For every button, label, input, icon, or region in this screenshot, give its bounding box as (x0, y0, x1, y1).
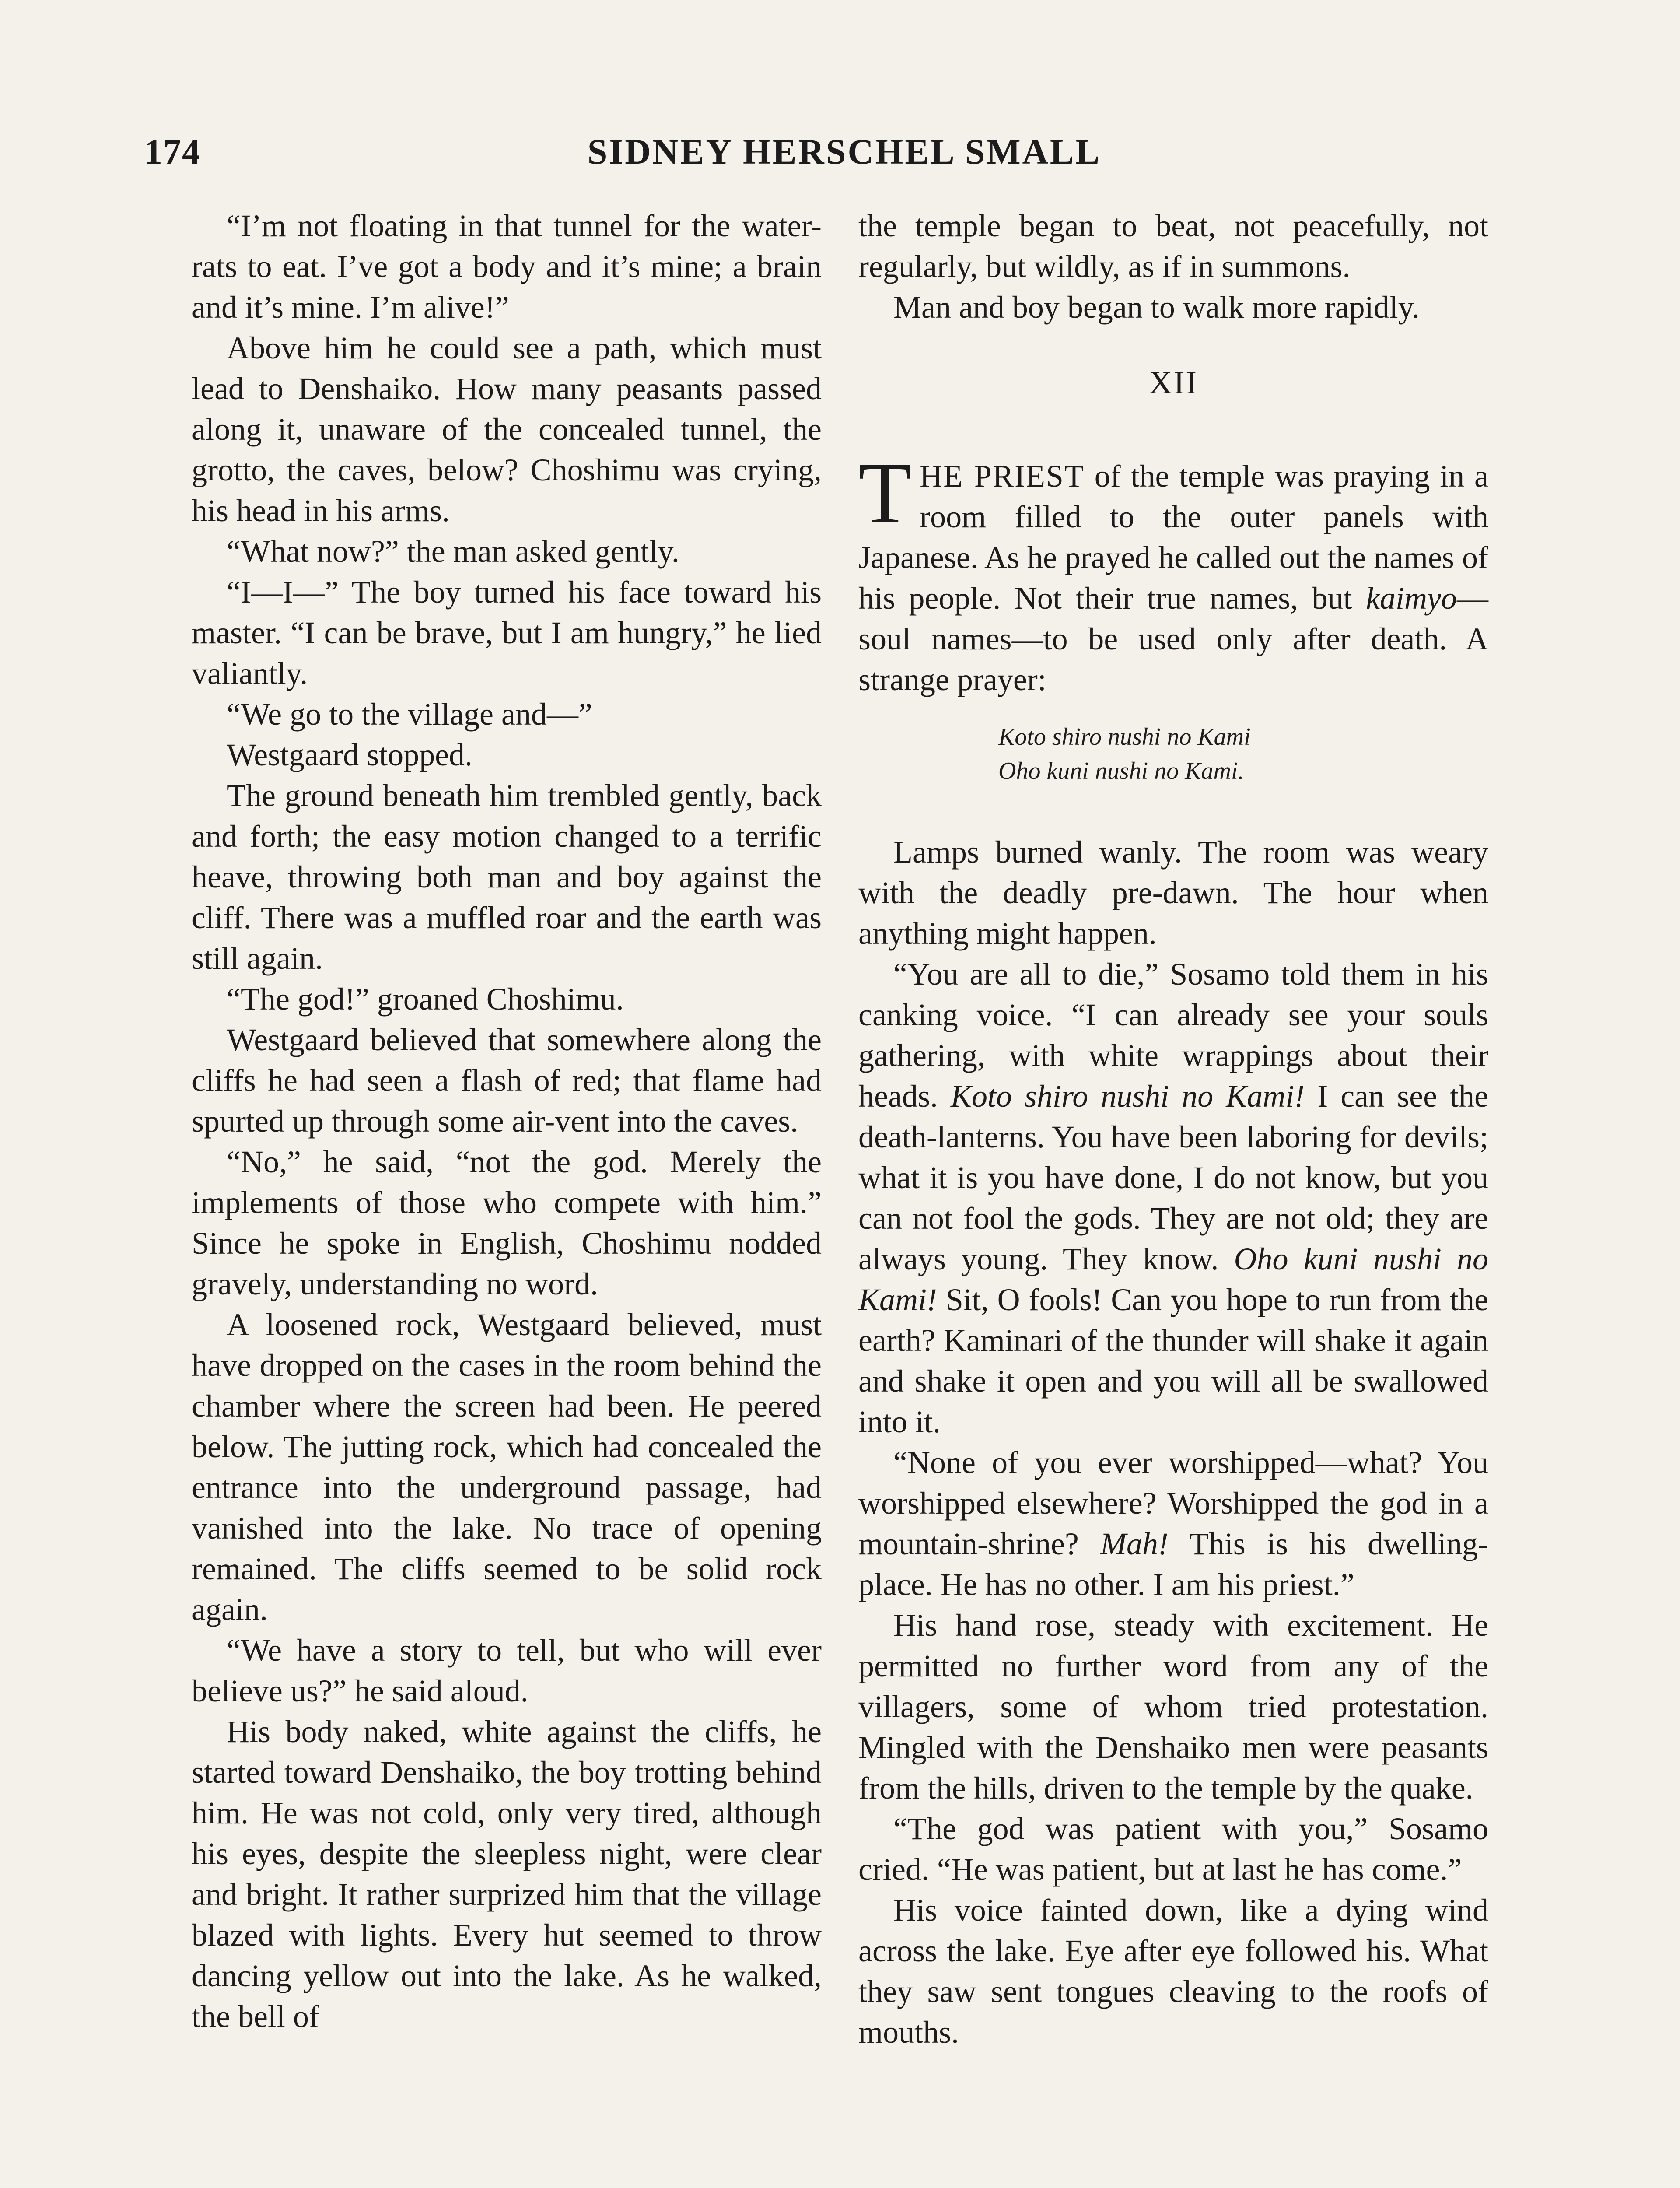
text-run: Sit, O fools! Can you hope to run from the earth? Kaminari of the thunder will shake it again and shake it open and you will all be swallowed into it. (858, 1282, 1488, 1439)
paragraph: “I—I—” The boy turned his face toward his master. “I can be brave, but I am hungry,” he lied valiantly. (192, 575, 822, 691)
verse-line: Koto shiro nushi no Kami (998, 723, 1251, 750)
text-run: “None of you ever worshipped—what? You worshipped elsewhere? Worshipped the god in a mountain-shrine? (858, 1445, 1488, 1561)
verse-block (858, 720, 1488, 788)
verse-line: Oho kuni nushi no Kami. (998, 757, 1244, 785)
text-run: I can see the death-lanterns. You have been laboring for devils; what it is you have done, I do not know, but you can not fool the gods. They are not old; they are always young. They know. (858, 1079, 1488, 1276)
italic-phrase: Koto shiro nushi no Kami! (950, 1079, 1305, 1114)
paragraph: The ground beneath him trembled gently, back and forth; the easy motion changed to a terrific heave, throwing both man and boy against the cliff. There was a muffled roar and the earth was still again. (192, 778, 822, 976)
paragraph: “No,” he said, “not the god. Merely the implements of those who compete with him.” Since he spoke in English, Choshimu nodded gravely, understanding no word. (192, 1144, 822, 1301)
running-head: SIDNEY HERSCHEL SMALL (587, 132, 1102, 172)
paragraph (858, 1442, 1488, 1605)
drop-cap: T (858, 445, 912, 542)
text-run: “You are all to die,” Sosamo told them in his canking voice. “I can already see your souls gathering, with white wrappings about their heads. (858, 957, 1488, 1114)
opening-small-caps: HE PRIEST (920, 459, 1085, 494)
paragraph: “We go to the village and—” (227, 697, 592, 732)
paragraph: “We have a story to tell, but who will ever believe us?” he said aloud. (192, 1633, 822, 1708)
paragraph: “The god!” groaned Choshimu. (227, 982, 624, 1017)
page-number: 174 (144, 132, 201, 172)
chapter-heading: XII (1149, 365, 1198, 401)
italic-phrase: Oho kuni nushi no Kami! (858, 1241, 1489, 1317)
right-column (858, 206, 1488, 2053)
paragraph: His hand rose, steady with excitement. He permitted no further word from any of the villagers, some of whom tried protestation. Mingled with the Denshaiko men were peasants from the hills, driven to the temple by the quake. (858, 1608, 1488, 1806)
text-run: This is his dwelling-place. He has no other. I am his priest.” (858, 1526, 1489, 1602)
paragraph: Lamps burned wanly. The room was weary with the deadly pre-dawn. The hour when anything might happen. (858, 835, 1488, 951)
italic-term: kaimyo (1366, 581, 1457, 616)
paragraph: His body naked, white against the cliffs, he started toward Denshaiko, the boy trotting behind him. He was not cold, only very tired, although his eyes, despite the sleepless night, were clear and bright. It rather surprized him that the village blazed with lights. Every hut seemed to throw dancing yellow out into the lake. As he walked, the bell of (192, 1714, 822, 2034)
paragraph: “The god was patient with you,” Sosamo cried. “He was patient, but at last he has come.” (858, 1811, 1488, 1887)
italic-phrase: Mah! (1100, 1526, 1169, 1561)
paragraph: Above him he could see a path, which must lead to Denshaiko. How many peasants passed along it, unaware of the concealed tunnel, the grotto, the caves, below? Choshimu was crying, his head in his arms. (192, 330, 822, 528)
chapter-opening-paragraph (858, 445, 1488, 700)
left-column (192, 206, 822, 2037)
paragraph: Man and boy began to walk more rapidly. (893, 290, 1420, 325)
paragraph (858, 954, 1488, 1442)
page-header (144, 123, 1544, 184)
paragraph-continuation: the temple began to beat, not peacefully, not regularly, but wildly, as if in summons. (858, 208, 1488, 284)
paragraph: Westgaard stopped. (227, 737, 473, 772)
opening-text-end: —soul names—to be used only after death. A strange prayer: (858, 581, 1488, 697)
paragraph: “What now?” the man asked gently. (227, 534, 679, 569)
paragraph: His voice fainted down, like a dying wind across the lake. Eye after eye followed his. What they saw sent tongues cleaving to the roofs of mouths. (858, 1893, 1488, 2050)
paragraph: “I’m not floating in that tunnel for the water-rats to eat. I’ve got a body and it’s mine; a brain and it’s mine. I’m alive!” (192, 208, 822, 325)
opening-text: of the temple was praying in a room filled to the outer panels with Japanese. As he prayed he called out the names of his people. Not their true names, but (858, 459, 1488, 616)
paragraph: A loosened rock, Westgaard believed, must have dropped on the cases in the room behind the chamber where the screen had been. He peered below. The jutting rock, which had concealed the entrance into the underground passage, had vanished into the lake. No trace of opening remained. The cliffs seemed to be solid rock again. (192, 1307, 822, 1627)
paragraph: Westgaard believed that somewhere along the cliffs he had seen a flash of red; that flame had spurted up through some air-vent into the caves. (192, 1022, 822, 1139)
